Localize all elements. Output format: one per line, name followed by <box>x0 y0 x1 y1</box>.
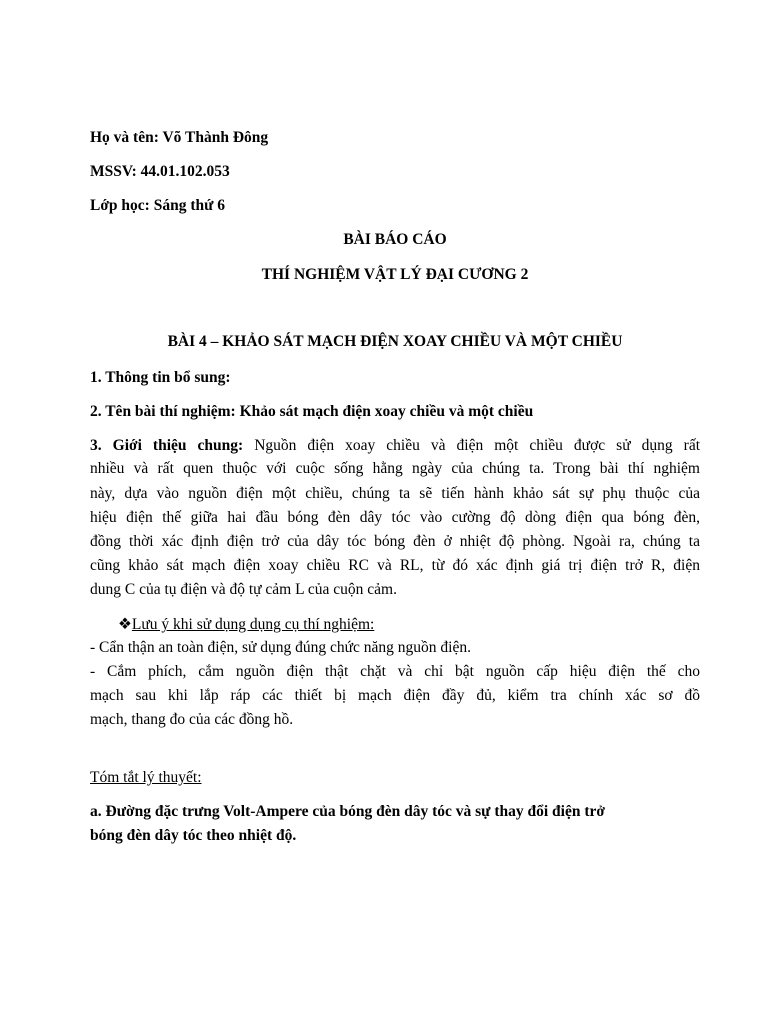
section-3-line-6: cũng khảo sát mạch điện xoay chiều RC và RL, từ đó xác định giá trị điện trở R, điện <box>90 557 700 574</box>
section-3-line-1 <box>90 437 700 455</box>
theory-heading: Tóm tắt lý thuyết: <box>90 769 202 786</box>
section-3-line-5: đồng thời xác định điện trở của dây tóc bóng đèn ở nhiệt độ phòng. Ngoài ra, chúng ta <box>90 533 700 550</box>
section-3-line-3: này, dựa vào nguồn điện một chiều, chúng ta sẽ tiến hành khảo sát sự phụ thuộc của <box>90 485 700 502</box>
class-line: Lớp học: Sáng thứ 6 <box>90 197 226 214</box>
course-title: THÍ NGHIỆM VẬT LÝ ĐẠI CƯƠNG 2 <box>261 266 529 283</box>
section-3-label: 3. Giới thiệu chung: <box>90 437 244 454</box>
notes-heading-line <box>118 615 374 634</box>
note-item-1: - Cẩn thận an toàn điện, sử dụng đúng chức năng nguồn điện. <box>90 639 471 656</box>
report-title: BÀI BÁO CÁO <box>343 231 447 248</box>
lab-title: BÀI 4 – KHẢO SÁT MẠCH ĐIỆN XOAY CHIỀU VÀ MỘT CHIỀU <box>167 333 623 350</box>
section-3-line-2: nhiều và rất quen thuộc với cuộc sống hằng ngày của chúng ta. Trong bài thí nghiệm <box>90 460 700 477</box>
section-3-line-7: dung C của tụ điện và độ tự cảm L của cuộn cảm. <box>90 581 397 598</box>
section-1-heading: 1. Thông tin bổ sung: <box>90 369 231 386</box>
theory-sub-a-line-2: bóng đèn dây tóc theo nhiệt độ. <box>90 827 297 844</box>
theory-sub-a-line-1: a. Đường đặc trưng Volt-Ampere của bóng đèn dây tóc và sự thay đổi điện trở <box>90 803 605 820</box>
section-3-text: Nguồn điện xoay chiều và điện một chiều được sử dụng rất <box>243 437 701 454</box>
student-name-line: Họ và tên: Võ Thành Đông <box>90 129 269 146</box>
note-item-2-line-3: mạch, thang đo của các đồng hồ. <box>90 711 294 728</box>
student-id-line: MSSV: 44.01.102.053 <box>90 163 230 180</box>
note-item-2-line-2: mạch sau khi lắp ráp các thiết bị mạch điện đầy đủ, kiểm tra chính xác sơ đồ <box>90 687 700 704</box>
diamond-bullet-icon: ❖ <box>118 616 132 633</box>
note-item-2-line-1: - Cắm phích, cắm nguồn điện thật chặt và chỉ bật nguồn cấp hiệu điện thế cho <box>90 663 700 680</box>
section-2-heading: 2. Tên bài thí nghiệm: Khảo sát mạch điện xoay chiều và một chiều <box>90 403 534 420</box>
notes-heading: Lưu ý khi sử dụng dụng cụ thí nghiệm: <box>131 616 375 633</box>
section-3-line-4: hiệu điện thế giữa hai đầu bóng đèn dây tóc vào cường độ dòng điện qua bóng đèn, <box>90 509 700 526</box>
